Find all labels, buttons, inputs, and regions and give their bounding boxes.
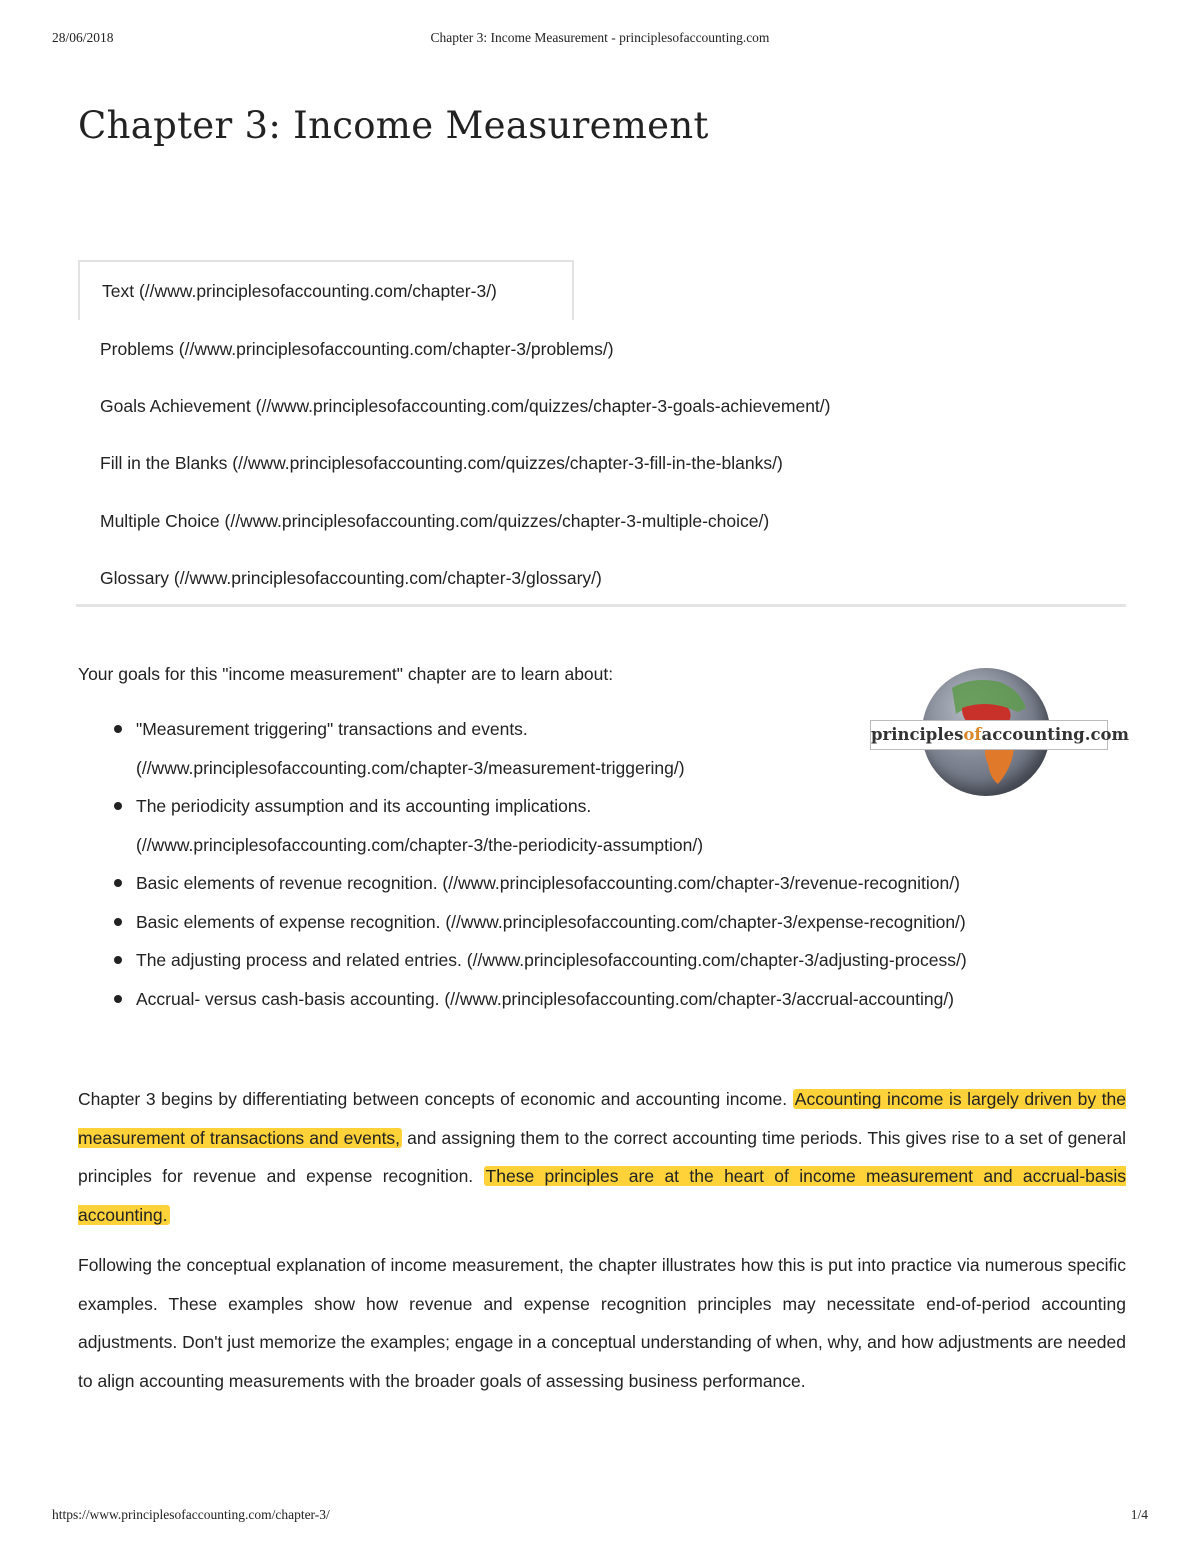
tab-multiple-choice[interactable]: Multiple Choice (//www.principlesofaccounting.com/quizzes/chapter-3-multiple-choice/) xyxy=(100,511,770,531)
goal-item-periodicity-assumption[interactable]: The periodicity assumption and its accounting implications. (//www.principlesofaccounting.com/chapter-3/the-periodicity-assumption/) xyxy=(78,787,1078,864)
goal-item-adjusting-process[interactable]: The adjusting process and related entries. (//www.principlesofaccounting.com/chapter-3/adjusting-process/) xyxy=(78,941,1078,980)
print-footer xyxy=(0,1507,1200,1527)
tabs-divider xyxy=(76,604,1126,607)
tab-problems[interactable]: Problems (//www.principlesofaccounting.com/chapter-3/problems/) xyxy=(100,339,614,359)
site-logo xyxy=(870,668,1129,798)
logo-wordmark: principlesofaccounting.com xyxy=(870,720,1108,750)
bullet-icon xyxy=(114,725,122,733)
goal-item-accrual-accounting[interactable]: Accrual- versus cash-basis accounting. (//www.principlesofaccounting.com/chapter-3/accrual-accounting/) xyxy=(78,980,1078,1019)
chapter-intro-paragraph: Chapter 3 begins by differentiating between concepts of economic and accounting income. Accounting income is largely driven by the measurement of transactions and events, and assigning them to the correct accounting time periods. This gives rise to a set of general principles for revenue and expense recognition. These principles are at the heart of income measurement and accrual-basis accounting. xyxy=(78,1089,1127,1225)
tab-text[interactable]: Text (//www.principlesofaccounting.com/chapter-3/) xyxy=(78,260,574,320)
page-number: 1/4 xyxy=(1130,1507,1148,1522)
print-date: 28/06/2018 xyxy=(52,30,114,45)
bullet-icon xyxy=(114,879,122,887)
goal-item-expense-recognition[interactable]: Basic elements of expense recognition. (//www.principlesofaccounting.com/chapter-3/expense-recognition/) xyxy=(78,903,1078,942)
highlight: These principles are at the heart of income measurement and accrual-basis accounting. xyxy=(78,1166,1127,1225)
print-url: https://www.principlesofaccounting.com/chapter-3/ xyxy=(52,1507,330,1522)
bullet-icon xyxy=(114,995,122,1003)
print-header xyxy=(0,30,1200,50)
tab-fill-in-the-blanks[interactable]: Fill in the Blanks (//www.principlesofaccounting.com/quizzes/chapter-3-fill-in-the-blanks/) xyxy=(100,453,783,473)
print-page-title: Chapter 3: Income Measurement - principlesofaccounting.com xyxy=(430,30,770,45)
page-title: Chapter 3: Income Measurement xyxy=(78,104,709,147)
highlight: Accounting income is largely driven by the measurement of transactions and events, xyxy=(78,1089,1126,1148)
chapter-body-paragraph: Following the conceptual explanation of income measurement, the chapter illustrates how this is put into practice via numerous specific examples. These examples show how revenue and expense recognition principles may necessitate end-of-period accounting adjustments. Don't just memorize the examples; engage in a conceptual understanding of when, why, and how adjustments are needed to align accounting measurements with the broader goals of assessing business performance. xyxy=(78,1255,1126,1391)
tab-glossary[interactable]: Glossary (//www.principlesofaccounting.com/chapter-3/glossary/) xyxy=(100,568,602,588)
tab-goals-achievement[interactable]: Goals Achievement (//www.principlesofaccounting.com/quizzes/chapter-3-goals-achievement/) xyxy=(100,396,831,416)
goal-item-measurement-triggering[interactable]: "Measurement triggering" transactions and events. (//www.principlesofaccounting.com/chapter-3/measurement-triggering/) xyxy=(78,710,1078,787)
bullet-icon xyxy=(114,956,122,964)
goal-item-revenue-recognition[interactable]: Basic elements of revenue recognition. (//www.principlesofaccounting.com/chapter-3/revenue-recognition/) xyxy=(78,864,1078,903)
goals-intro: Your goals for this "income measurement" chapter are to learn about: xyxy=(78,664,614,684)
bullet-icon xyxy=(114,802,122,810)
bullet-icon xyxy=(114,918,122,926)
